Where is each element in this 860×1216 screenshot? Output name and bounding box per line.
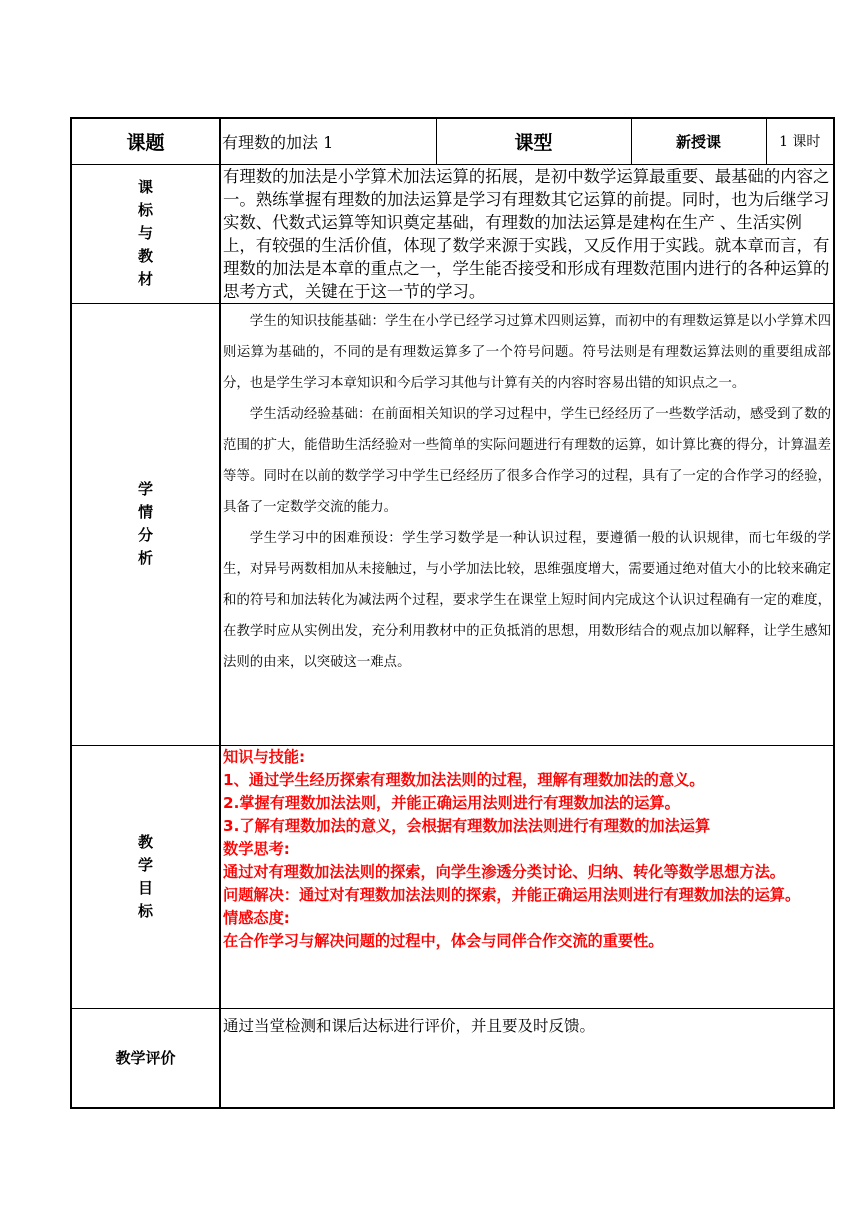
evaluation-row (71, 1008, 834, 1108)
label-char: 标 (137, 901, 153, 920)
analysis-paragraph-difficulty: 学生学习中的困难预设：学生学习数学是一种认识过程，要遵循一般的认识规律，而七年级的学生，对异号两数相加从未接触过，与小学加法比较，思维强度增大，需要通过绝对值大小的比较来确定和的符号和加法转化为减法两个过程，要求学生在课堂上短时间内完成这个认识过程确有一定的难度，在教学时应从实例出发，充分利用教材中的正负抵消的思想，用数形结合的观点加以解释，让学生感知法则的由来，以突破这一难点。 (223, 530, 831, 670)
label-char: 析 (137, 549, 153, 567)
goals-heading-thinking: 数学思考: (223, 839, 290, 858)
curriculum-text: 有理数的加法是小学算术加法运算的拓展，是初中数学运算最重要、最基础的内容之一。熟练掌握有理数的加法运算是学习有理数其它运算的前提。同时，也为后继学习实数、代数式运算等知识奠定基础，有理数的加法运算是建构在生产 、生活实例上，有较强的生活价值，体现了数学来源于实践，又反作用于实践。就本章而言，有理数的加法是本章的重点之一，学生能否接受和形成有理数范围内进行的各种运算的思考方式，关键在于这一节的学习。 (220, 164, 834, 303)
evaluation-label: 教学评价 (71, 1008, 220, 1108)
class-hours: 1 课时 (766, 118, 834, 164)
header-row (71, 118, 834, 164)
label-char: 分 (137, 526, 153, 544)
curriculum-label (71, 164, 220, 303)
label-char: 与 (137, 224, 153, 242)
goals-item: 在合作学习与解决问题的过程中，体会与同伴合作交流的重要性。 (223, 931, 664, 950)
lesson-plan-table (70, 117, 835, 1109)
type-label: 课型 (436, 118, 631, 164)
topic-label: 课题 (71, 118, 220, 164)
goals-item: 3.了解有理数加法的意义，会根据有理数加法法则进行有理数的加法运算 (223, 816, 711, 835)
label-char: 标 (137, 201, 153, 219)
analysis-text (220, 303, 834, 745)
goals-row (71, 745, 834, 1008)
evaluation-text: 通过当堂检测和课后达标进行评价，并且要及时反馈。 (220, 1008, 834, 1108)
goals-item: 2.掌握有理数加法法则，并能正确运用法则进行有理数加法的运算。 (223, 793, 680, 812)
goals-label (71, 745, 220, 1008)
label-char: 教 (137, 832, 153, 851)
goals-item: 1、通过学生经历探索有理数加法法则的过程，理解有理数加法的意义。 (223, 770, 705, 789)
goals-text (220, 745, 834, 1008)
goals-heading-knowledge: 知识与技能: (223, 747, 306, 766)
analysis-paragraph-experience: 学生活动经验基础：在前面相关知识的学习过程中，学生已经经历了一些数学活动，感受到了数的范围的扩大，能借助生活经验对一些简单的实际问题进行有理数的运算，如计算比赛的得分，计算温差等等。同时在以前的数学学习中学生已经经历了很多合作学习的过程，具有了一定的合作学习的经验，具备了一定数学交流的能力。 (223, 406, 831, 515)
topic-value: 有理数的加法 1 (220, 118, 436, 164)
label-char: 学 (137, 855, 153, 874)
analysis-row (71, 303, 834, 745)
label-char: 情 (137, 503, 153, 521)
label-char: 材 (137, 270, 153, 288)
analysis-label (71, 303, 220, 745)
label-char: 教 (137, 247, 153, 265)
label-char: 学 (137, 480, 153, 498)
goals-heading-attitude: 情感态度: (223, 908, 290, 927)
analysis-paragraph-knowledge: 学生的知识技能基础：学生在小学已经学习过算术四则运算，而初中的有理数运算是以小学算术四则运算为基础的，不同的是有理数运算多了一个符号问题。符号法则是有理数运算法则的重要组成部分，也是学生学习本章知识和今后学习其他与计算有关的内容时容易出错的知识点之一。 (223, 313, 831, 391)
goals-item: 通过对有理数加法法则的探索，向学生渗透分类讨论、归纳、转化等数学思想方法。 (223, 862, 785, 881)
curriculum-row (71, 164, 834, 303)
label-char: 目 (137, 878, 153, 897)
type-value: 新授课 (631, 118, 766, 164)
goals-item-problem-solving: 问题解决：通过对有理数加法法则的探索，并能正确运用法则进行有理数加法的运算。 (223, 885, 801, 904)
label-char: 课 (137, 178, 153, 196)
